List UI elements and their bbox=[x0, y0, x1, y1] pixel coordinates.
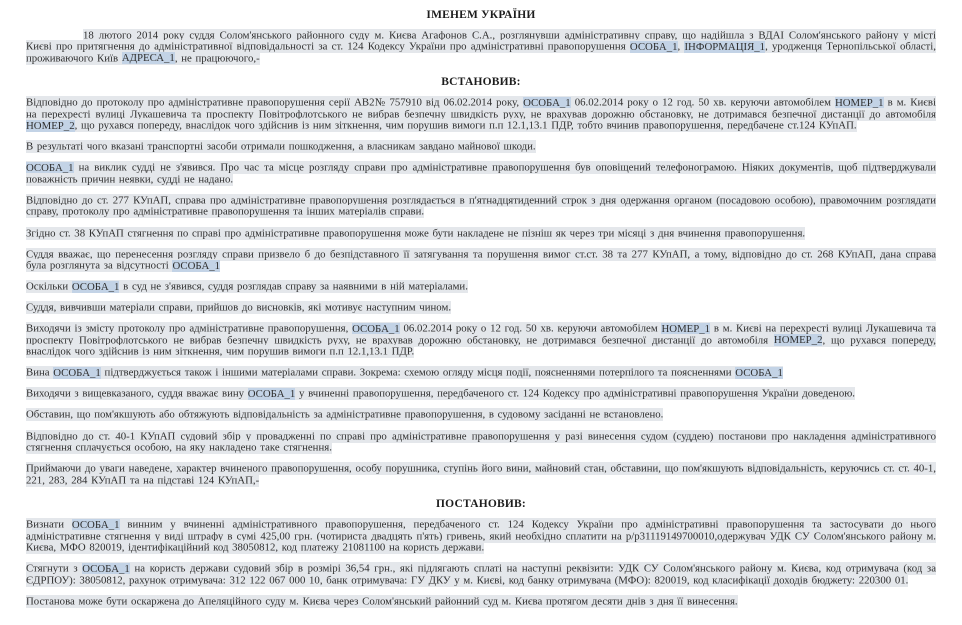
established-paragraph-text: В результаті чого вказані транспортні засоби отримали пошкодження, а власникам завдано майнової шкоди. bbox=[26, 140, 536, 153]
anonymized-placeholder: НОМЕР_1 bbox=[661, 322, 711, 335]
established-paragraph-text: ОСОБА_1 на виклик судді не з'явився. Про час та місце розгляду справи про адміністративне правопорушення був оповіщений телефонограмою. Ніяких документів, щоб підтверджували поважність причин неявки, судді не надано. bbox=[26, 161, 936, 186]
established-paragraph bbox=[26, 431, 936, 454]
anonymized-placeholder: ОСОБА_1 bbox=[352, 322, 400, 335]
established-paragraph bbox=[26, 98, 936, 133]
established-paragraph bbox=[26, 195, 936, 218]
anonymized-placeholder: ОСОБА_1 bbox=[172, 259, 221, 272]
anonymized-placeholder: ОСОБА_1 bbox=[629, 40, 678, 53]
established-paragraph-text: Виходячи з вищевказаного, суддя вважає вину ОСОБА_1 у вчиненні правопорушення, передбаченого ст. 124 Кодексу про адміністративні правопорушення України доведеною. bbox=[26, 387, 855, 400]
anonymized-placeholder: НОМЕР_2 bbox=[26, 119, 75, 132]
anonymized-placeholder: АДРЕСА_1 bbox=[121, 52, 175, 65]
established-paragraph-text: Виходячи із змісту протоколу про адміністративне правопорушення, ОСОБА_1 06.02.2014 року о 12 год. 50 хв. керуючи автомобілем НОМЕР_1 в м. Києві на перехресті вулиці Лукашевича та проспекту Повітрофлотського не вибрав безпечну швидкість руху, не врахував дорожню обстановку, не дотримався безпечної дистанції до автомобіля НОМЕР_2, що рухався попереду, внаслідок чого здійснив із ним зіткнення, чим порушив вимоги п.п 12.1,13.1 ПДР. bbox=[26, 322, 937, 358]
anonymized-placeholder: НОМЕР_1 bbox=[834, 96, 884, 109]
section-heading-resolved: ПОСТАНОВИВ: bbox=[436, 497, 526, 510]
resolved-paragraph-text: Визнати ОСОБА_1 винним у вчиненні адміністративного правопорушення, передбаченого ст. 124 Кодексу України про адміністративні правопорушення та застосувати до нього адміністративне стягнення у виді штрафу в сумі 425,00 грн. (чотириста двадцять п'ять) гривень, який необхідно сплатити на р/р31119149700010,одержувач УДК СУ Солом'янського району м. Києва, МФО 820019, ідентифікаційний код 38050812, код платежу 21081100 на користь держави. bbox=[26, 518, 937, 554]
section-heading-established: ВСТАНОВИВ: bbox=[441, 75, 521, 88]
anonymized-placeholder: ОСОБА_1 bbox=[82, 562, 130, 575]
established-paragraph-text: Відповідно до ст. 40-1 КУпАП судовий збір у провадженні по справі про адміністративне правопорушення у разі винесення судом (суддею) постанови про накладення адміністративного стягнення сплачується особою, на яку накладено таке стягнення. bbox=[26, 430, 936, 454]
anonymized-placeholder: ОСОБА_1 bbox=[26, 161, 74, 174]
established-paragraph-text: Приймаючи до уваги наведене, характер вчиненого правопорушення, особу порушника, ступінь його вини, майновий стан, обставини, що пом'якшують відповідальність, керуючись ст. ст. 40-1, 221, 283, 284 КУпАП та на підставі 124 КУпАП,- bbox=[26, 462, 936, 487]
established-paragraph bbox=[26, 249, 936, 272]
anonymized-placeholder: ІНФОРМАЦІЯ_1 bbox=[684, 40, 766, 53]
established-paragraph bbox=[26, 282, 936, 294]
established-paragraph-text: Суддя, вивчивши матеріали справи, прийшов до висновків, які мотивує наступним чином. bbox=[26, 301, 452, 314]
established-paragraph-text: Обставин, що пом'якшують або обтяжують відповідальність за адміністративне правопорушення, в судовому засіданні не встановлено. bbox=[26, 408, 664, 421]
intro-paragraph-text: 18 лютого 2014 року суддя Солом'янського районного суду м. Києва Агафонов С.А., розглянувши адміністративну справу, що надійшла з ВДАІ Солом'янського району у місті Києві про притягнення до адміністративної відповідальності за ст. 124 Кодексу України про адміністративні правопорушення ОСОБА_1, ІНФОРМАЦІЯ_1, уродженця Тернопільської області, проживаючого Київ АДРЕСА_1, не працюючого,- bbox=[26, 29, 936, 65]
anonymized-placeholder: ОСОБА_1 bbox=[71, 280, 120, 293]
established-paragraph bbox=[26, 228, 936, 240]
established-paragraph-text: Відповідно до ст. 277 КУпАП, справа про адміністративне правопорушення розглядається в п'ятнадцятиденний строк з дня одержання органом (посадовою особою), правомочним розглядати справу, протоколу про адміністративне правопорушення та інших матеріалів справи. bbox=[26, 194, 936, 218]
intro-paragraph bbox=[26, 30, 936, 65]
anonymized-placeholder: ОСОБА_1 bbox=[71, 518, 120, 531]
established-paragraph bbox=[26, 389, 936, 401]
anonymized-placeholder: ОСОБА_1 bbox=[523, 96, 571, 109]
anonymized-placeholder: НОМЕР_2 bbox=[773, 334, 823, 347]
established-paragraph-text: Суддя вважає, що перенесення розгляду справи призвело б до безпідставного її затягування та порушення вимог ст.ст. 38 та 277 КУпАП, а тому, відповідно до ст. 268 КУпАП, дана справа була розглянута за відсутності ОСОБА_1 bbox=[26, 248, 936, 272]
resolved-paragraph bbox=[26, 596, 936, 608]
established-paragraph bbox=[26, 163, 936, 186]
resolved-paragraph bbox=[26, 564, 936, 587]
established-paragraph-text: Оскільки ОСОБА_1 в суд не з'явився, суддя розглядав справу за наявними в ній матеріалами. bbox=[26, 280, 468, 293]
resolved-paragraph bbox=[26, 520, 936, 555]
anonymized-placeholder: ОСОБА_1 bbox=[247, 387, 296, 400]
established-paragraph bbox=[26, 324, 936, 359]
document-title: ІМЕНЕМ УКРАЇНИ bbox=[426, 9, 536, 21]
anonymized-placeholder: ОСОБА_1 bbox=[735, 366, 783, 379]
resolved-paragraph-text: Стягнути з ОСОБА_1 на користь держави судовий збір в розмірі 36,54 грн., які підлягають сплаті на наступні реквізити: УДК СУ Солом'янського району м. Києва, код отримувача (код за ЄДРПОУ): 38050812, рахунок отримувача: 312 122 067 000 10, банк отримувача: ГУ ДКУ у м. Києві, код банку отримувача (МФО): 820019, код класифікації доходів бюджету: 220300 01. bbox=[26, 562, 936, 587]
established-paragraph-text: Вина ОСОБА_1 підтверджується також і іншими матеріалами справи. Зокрема: схемою огляду місця події, поясненнями потерпілого та поясненнями ОСОБА_1 bbox=[26, 366, 783, 379]
established-paragraph bbox=[26, 303, 936, 315]
established-paragraph bbox=[26, 410, 936, 422]
established-paragraph bbox=[26, 368, 936, 380]
anonymized-placeholder: ОСОБА_1 bbox=[53, 366, 101, 379]
established-paragraph-text: Відповідно до протоколу про адміністративне правопорушення серії АВ2№ 757910 від 06.02.2014 року, ОСОБА_1 06.02.2014 року о 12 год. 50 хв. керуючи автомобілем НОМЕР_1 в м. Києві на перехресті вулиці Лукашевича та проспекту Повітрофлотського не вибрав безпечну швидкість руху, не врахував дорожню обстановку, не дотримався безпечної дистанції до автомобіля НОМЕР_2, що рухався попереду, внаслідок чого здійснив із ним зіткнення, чим порушив вимоги п.п 12.1,13.1 ПДР, тобто вчинив правопорушення, передбачене ст.124 КУпАП. bbox=[26, 96, 936, 132]
established-paragraph bbox=[26, 464, 936, 487]
established-paragraph bbox=[26, 142, 936, 154]
established-paragraph-text: Згідно ст. 38 КУпАП стягнення по справі про адміністративне правопорушення може бути накладене не пізніш як через три місяці з дня вчинення правопорушення. bbox=[26, 227, 806, 240]
resolved-paragraph-text: Постанова може бути оскаржена до Апеляційного суду м. Києва через Солом'янський районний суд м. Києва протягом десяти днів з дня її винесення. bbox=[26, 595, 738, 608]
